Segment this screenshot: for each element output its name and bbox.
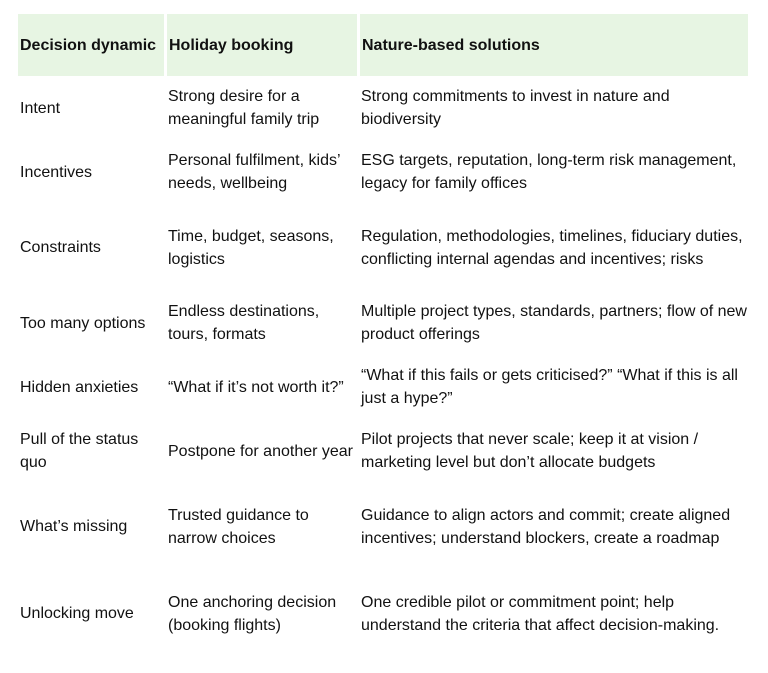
nature-cell: Strong commitments to invest in nature and biodiversity [361,88,670,128]
holiday-cell: Strong desire for a meaningful family trip [168,88,320,128]
row-label: Unlocking move [20,605,134,622]
holiday-cell: Trusted guidance to narrow choices [168,506,309,547]
row-label: Pull of the status quo [20,431,139,471]
holiday-cell: Postpone for another year [168,442,354,460]
header-holiday-booking: Holiday booking [167,14,357,76]
nature-cell: “What if this fails or gets criticised?” “What if this is all just a hype?” [361,367,738,407]
header-nature-based-solutions: Nature-based solutions [360,14,748,76]
holiday-cell: Endless destinations, tours, formats [168,303,320,343]
nature-cell: Regulation, methodologies, timelines, fiduciary duties, conflicting internal agendas and incentives; risks [361,227,743,268]
holiday-cell: Time, budget, seasons, logistics [168,227,334,268]
row-label: Incentives [20,163,93,181]
row-label: What’s missing [20,518,128,535]
row-label: Too many options [20,314,146,332]
table-row [18,419,748,483]
table-row [18,291,748,355]
holiday-cell: “What if it’s not worth it?” [168,378,344,396]
nature-cell: ESG targets, reputation, long-term risk management, legacy for family offices [361,152,737,192]
row-label: Constraints [20,239,101,256]
table-row [18,204,748,291]
table-row [18,570,748,657]
table-row [18,355,748,419]
header-decision-dynamic: Decision dynamic [18,14,164,76]
nature-cell: Multiple project types, standards, partners; flow of new product offerings [361,303,747,343]
table-row [18,76,748,140]
row-label: Intent [20,99,61,117]
comparison-table [18,14,748,657]
nature-cell: Pilot projects that never scale; keep it at vision / marketing level but don’t allocate budgets [361,431,699,471]
table-header-row [18,14,748,76]
nature-cell: Guidance to align actors and commit; create aligned incentives; understand blockers, create a roadmap [361,506,731,547]
nature-cell: One credible pilot or commitment point; help understand the criteria that affect decision-making. [361,593,720,634]
row-label: Hidden anxieties [20,378,139,396]
table-row [18,140,748,204]
holiday-cell: One anchoring decision (booking flights) [168,593,337,634]
table-row [18,483,748,570]
holiday-cell: Personal fulfilment, kids’ needs, wellbeing [168,152,340,192]
